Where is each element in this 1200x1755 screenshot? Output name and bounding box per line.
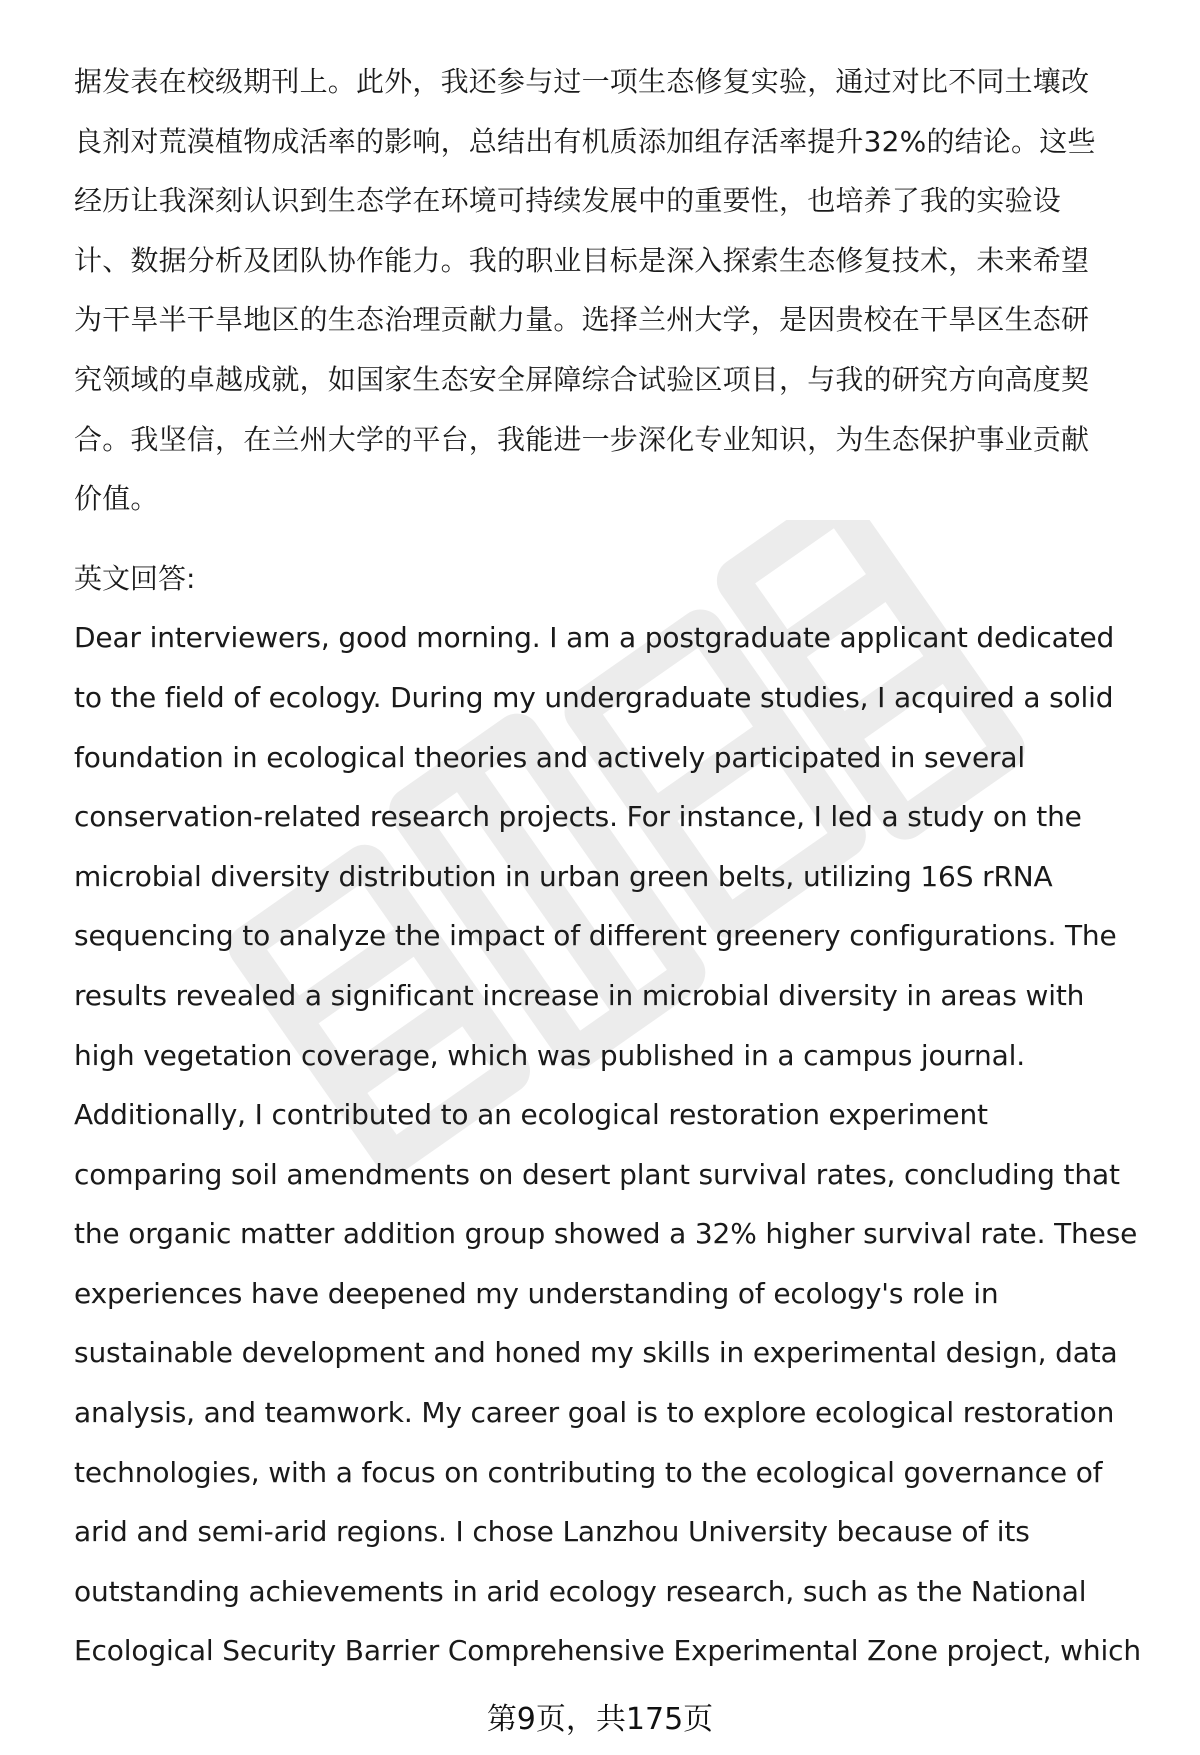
paragraph-line: Ecological Security Barrier Comprehensive Experimental Zone project, which <box>74 1634 1141 1668</box>
paragraph-line: arid and semi-arid regions. I chose Lanzhou University because of its <box>74 1515 1030 1549</box>
page-number-footer: 第9页，共175页 <box>486 1702 714 1737</box>
paragraph-line: Additionally, I contributed to an ecological restoration experiment <box>74 1098 988 1132</box>
paragraph-line: 经历让我深刻认识到生态学在环境可持续发展中的重要性，也培养了我的实验设 <box>74 184 1062 218</box>
english-answer-paragraph <box>74 608 1164 1681</box>
paragraph-line: 价值。 <box>74 482 159 516</box>
paragraph-line: microbial diversity distribution in urban green belts, utilizing 16S rRNA <box>74 859 1053 893</box>
paragraph-line: 为干旱半干旱地区的生态治理贡献力量。选择兰州大学，是因贵校在干旱区生态研 <box>74 303 1090 337</box>
document-body <box>74 52 1164 1681</box>
paragraph-line: 计、数据分析及团队协作能力。我的职业目标是深入探索生态修复技术，未来希望 <box>74 243 1090 277</box>
paragraph-line: Dear interviewers, good morning. I am a postgraduate applicant dedicated <box>74 621 1115 655</box>
paragraph-line: outstanding achievements in arid ecology research, such as the National <box>74 1574 1087 1608</box>
english-answer-section <box>74 549 1164 1681</box>
paragraph-line: experiences have deepened my understanding of ecology's role in <box>74 1276 999 1310</box>
paragraph-line: 合。我坚信，在兰州大学的平台，我能进一步深化专业知识，为生态保护事业贡献 <box>74 422 1090 456</box>
paragraph-line: 据发表在校级期刊上。此外，我还参与过一项生态修复实验，通过对比不同土壤改 <box>74 65 1090 98</box>
paragraph-line: the organic matter addition group showed a 32% higher survival rate. These <box>74 1217 1138 1251</box>
paragraph-line: to the field of ecology. During my undergraduate studies, I acquired a solid <box>74 680 1114 714</box>
paragraph-line: 良剂对荒漠植物成活率的影响，总结出有机质添加组存活率提升32%的结论。这些 <box>74 124 1096 158</box>
paragraph-line: 究领域的卓越成就，如国家生态安全屏障综合试验区项目，与我的研究方向高度契 <box>74 362 1090 396</box>
paragraph-line: foundation in ecological theories and actively participated in several <box>74 740 1026 774</box>
paragraph-line: sequencing to analyze the impact of different greenery configurations. The <box>74 919 1117 953</box>
paragraph-line: results revealed a significant increase in microbial diversity in areas with <box>74 978 1085 1012</box>
paragraph-line: sustainable development and honed my skills in experimental design, data <box>74 1336 1118 1370</box>
paragraph-line: conservation-related research projects. For instance, I led a study on the <box>74 800 1082 834</box>
paragraph-line: technologies, with a focus on contributing to the ecological governance of <box>74 1455 1103 1489</box>
paragraph-line: high vegetation coverage, which was published in a campus journal. <box>74 1038 1025 1072</box>
section-heading: 英文回答: <box>74 561 196 595</box>
paragraph-line: analysis, and teamwork. My career goal is to explore ecological restoration <box>74 1396 1115 1430</box>
paragraph-line: comparing soil amendments on desert plant survival rates, concluding that <box>74 1157 1120 1191</box>
chinese-answer-paragraph <box>74 52 1164 529</box>
